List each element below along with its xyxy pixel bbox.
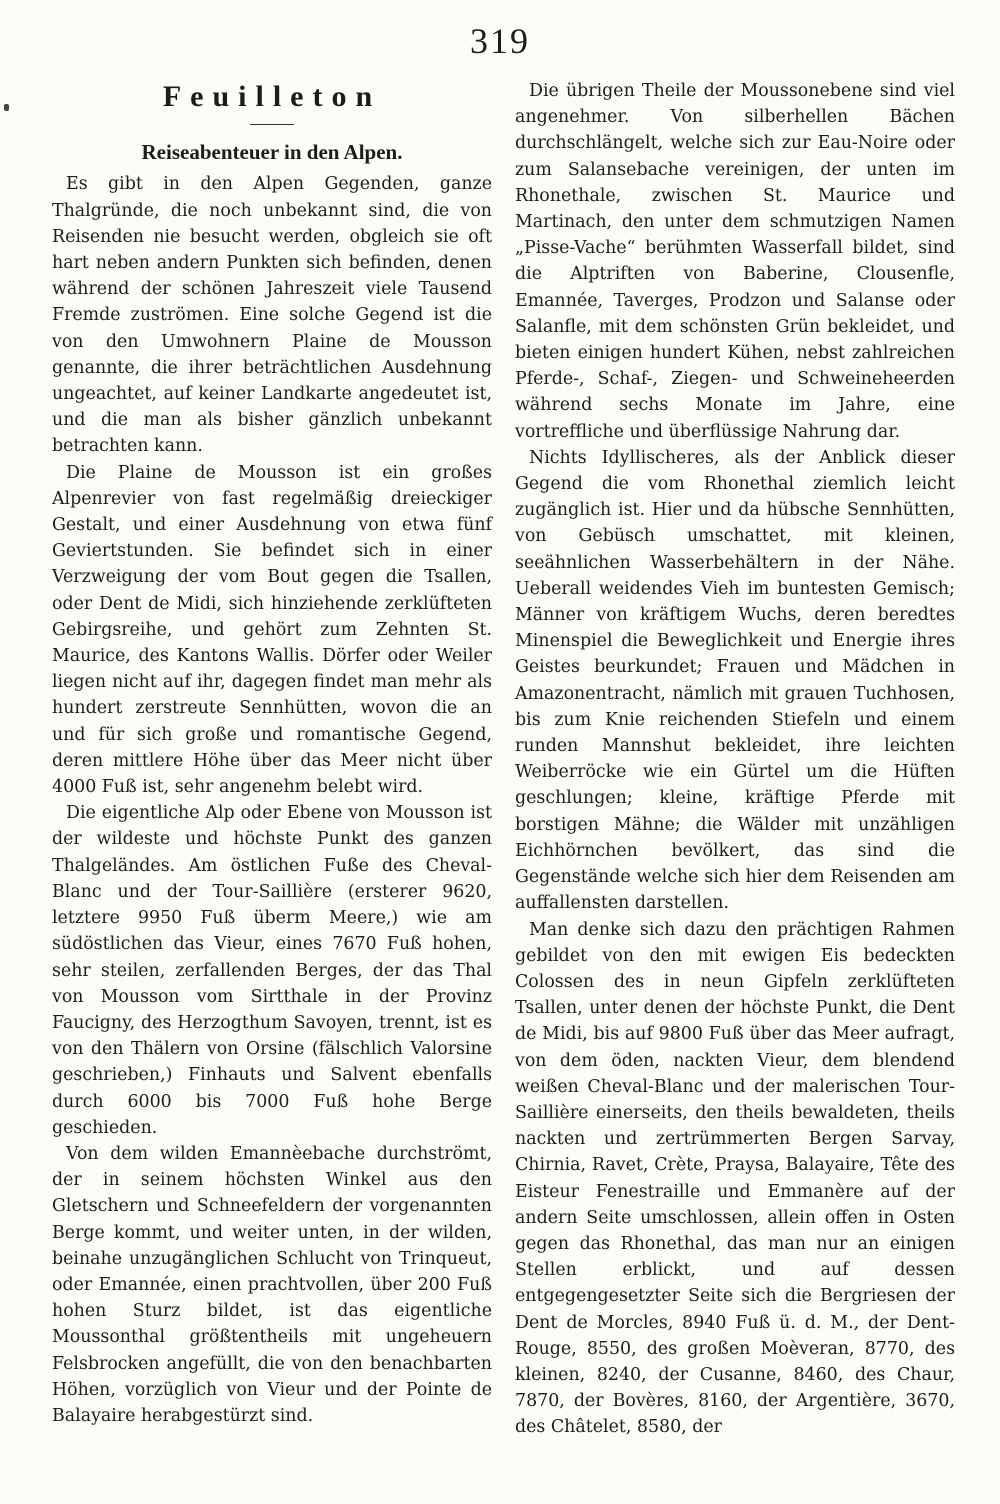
paragraph: Nichts Idyllischeres, als der Anblick dieser Gegend die vom Rhonethal ziemlich leicht zugänglich ist. Hier und da hübsche Sennhütten, von Gebüsch umschattet, mit kleinen, seeähnlichen Wasserbehältern in der Nähe. Ueberall weidendes Vieh im buntesten Gemisch; Männer von kräftigem Wuchs, deren beredtes Minenspiel die Beweglichkeit und Energie ihres Geistes beurkundet; Frauen und Mädchen in Amazonentracht, nämlich mit grauen Tuchhosen, bis zum Knie reichenden Stiefeln und einem runden Mannshut bekleidet, ihre leichten Weiberröcke wie ein Gürtel um die Hüften geschlungen; kleine, kräftige Pferde mit borstigen Mähne; die Wälder mit unzähligen Eichhörnchen bevölkert, das sind die Gegenstände welche sich hier dem Reisenden am auffallensten darstellen.: [515, 447, 955, 914]
paragraph: Von dem wilden Emannèebache durchströmt, der in seinem höchsten Winkel aus den Gletschern und Schneefeldern der vorgenannten Berge kommt, und weiter unten, in der wilden, beinahe unzugänglichen Schlucht von Trinqueut, oder Emannée, einen prachtvollen, über 200 Fuß hohen Sturz bildet, ist das eigentliche Moussonthal größtentheils mit ungeheuern Felsbrocken angefüllt, die von den benachbarten Höhen, vorzüglich von Vieur und der Pointe de Balayaire herabgestürzt sind.: [52, 1143, 492, 1426]
paragraph: Die übrigen Theile der Moussonebene sind viel angenehmer. Von silberhellen Bächen durchschlängelt, welche sich zur Eau-Noire oder zum Salansebache vereinigen, der unten im Rhonethale, zwischen St. Maurice und Martinach, den unter dem schmutzigen Namen „Pisse-Vache“ berühmten Wasserfall bildet, sind die Alptriften von Baberine, Clousenfle, Emannée, Taverges, Prodzon und Salanse oder Salanfle, mit dem schönsten Grün bekleidet, und bieten einigen hundert Kühen, nebst zahlreichen Pferde-, Schaf-, Ziegen- und Schweineheerden während sechs Monate im Jahre, eine vortreffliche und überflüssige Nahrung dar.: [515, 81, 955, 442]
page-number: 319: [470, 21, 530, 61]
article-title: Reiseabenteuer in den Alpen.: [141, 140, 403, 165]
margin-mark: [4, 104, 9, 111]
paragraph: Man denke sich dazu den prächtigen Rahmen gebildet von den mit ewigen Eis bedeckten Colossen des in neun Gipfeln zerklüfteten Tsallen, unter denen der höchste Punkt, die Dent de Midi, bis auf 9800 Fuß über das Meer aufragt, von dem öden, nackten Vieur, dem blendend weißen Cheval-Blanc und der malerischen Tour-Saillière einerseits, den theils bewaldeten, theils nackten und zertrümmerten Bergen Sarvay, Chirnia, Ravet, Crète, Praysa, Balayaire, Tête des Eisteur Fenestraille und Emmanère auf der andern Seite umschlossen, allein offen in Osten gegen das Rhonethal, das man nur an einigen Stellen erblickt, und auf dessen entgegengesetzter Seite sich die Bergriesen der Dent de Morcles, 8940 Fuß ü. d. M., der Dent-Rouge, 8550, des großen Moèveran, 8770, des kleinen, 8240, der Cusanne, 8460, des Chaur, 7870, der Bovères, 8160, der Argentière, 3670, des Châtelet, 8580, der: [515, 919, 955, 1438]
section-title: Feuilleton: [162, 80, 382, 113]
title-divider: [250, 124, 294, 125]
left-column: [52, 78, 492, 1429]
paragraph: Die Plaine de Mousson ist ein großes Alpenrevier von fast regelmäßig dreieckiger Gestalt, und einer Ausdehnung von etwa fünf Geviertstunden. Sie befindet sich in einer Verzweigung der vom Bout gegen die Tsallen, oder Dent de Midi, sich hinziehende zerklüfteten Gebirgsreihe, und gehört zum Zehnten St. Maurice, des Kantons Wallis. Dörfer oder Weiler liegen nicht auf ihr, dagegen findet man mehr als hundert zerstreute Sennhütten, wovon die an und für sich große und romantische Gegend, deren mittlere Höhe über das Meer nicht über 4000 Fuß ist, sehr angenehm belebt wird.: [52, 462, 492, 798]
right-column: [515, 78, 955, 1441]
paragraph: Die eigentliche Alp oder Ebene von Mousson ist der wildeste und höchste Punkt des ganzen Thalgeländes. Am östlichen Fuße des Cheval-Blanc und der Tour-Saillière (ersterer 9620, letztere 9950 Fuß überm Meere,) wie am südöstlichen das Vieur, eines 7670 Fuß hohen, sehr steilen, zerfallenden Berges, der das Thal von Mousson vom Sirtthale in der Provinz Faucigny, des Herzogthum Savoyen, trennt, ist es von den Thälern von Orsine (fälschlich Valorsine geschrieben,) Finhauts und Salvent ebenfalls durch 6000 bis 7000 Fuß hohe Berge geschieden.: [52, 803, 492, 1138]
paragraph: Es gibt in den Alpen Gegenden, ganze Thalgründe, die noch unbekannt sind, die von Reisenden nie besucht werden, obgleich sie oft hart neben andern Punkten sich befinden, denen während der schönen Jahreszeit viele Tausend Fremde zuströmen. Eine solche Gegend ist die von den Umwohnern Plaine de Mousson genannte, die ihrer beträchtlichen Ausdehnung ungeachtet, auf keiner Landkarte angedeutet ist, und die man als bisher gänzlich unbekannt betrachten kann.: [52, 174, 492, 457]
